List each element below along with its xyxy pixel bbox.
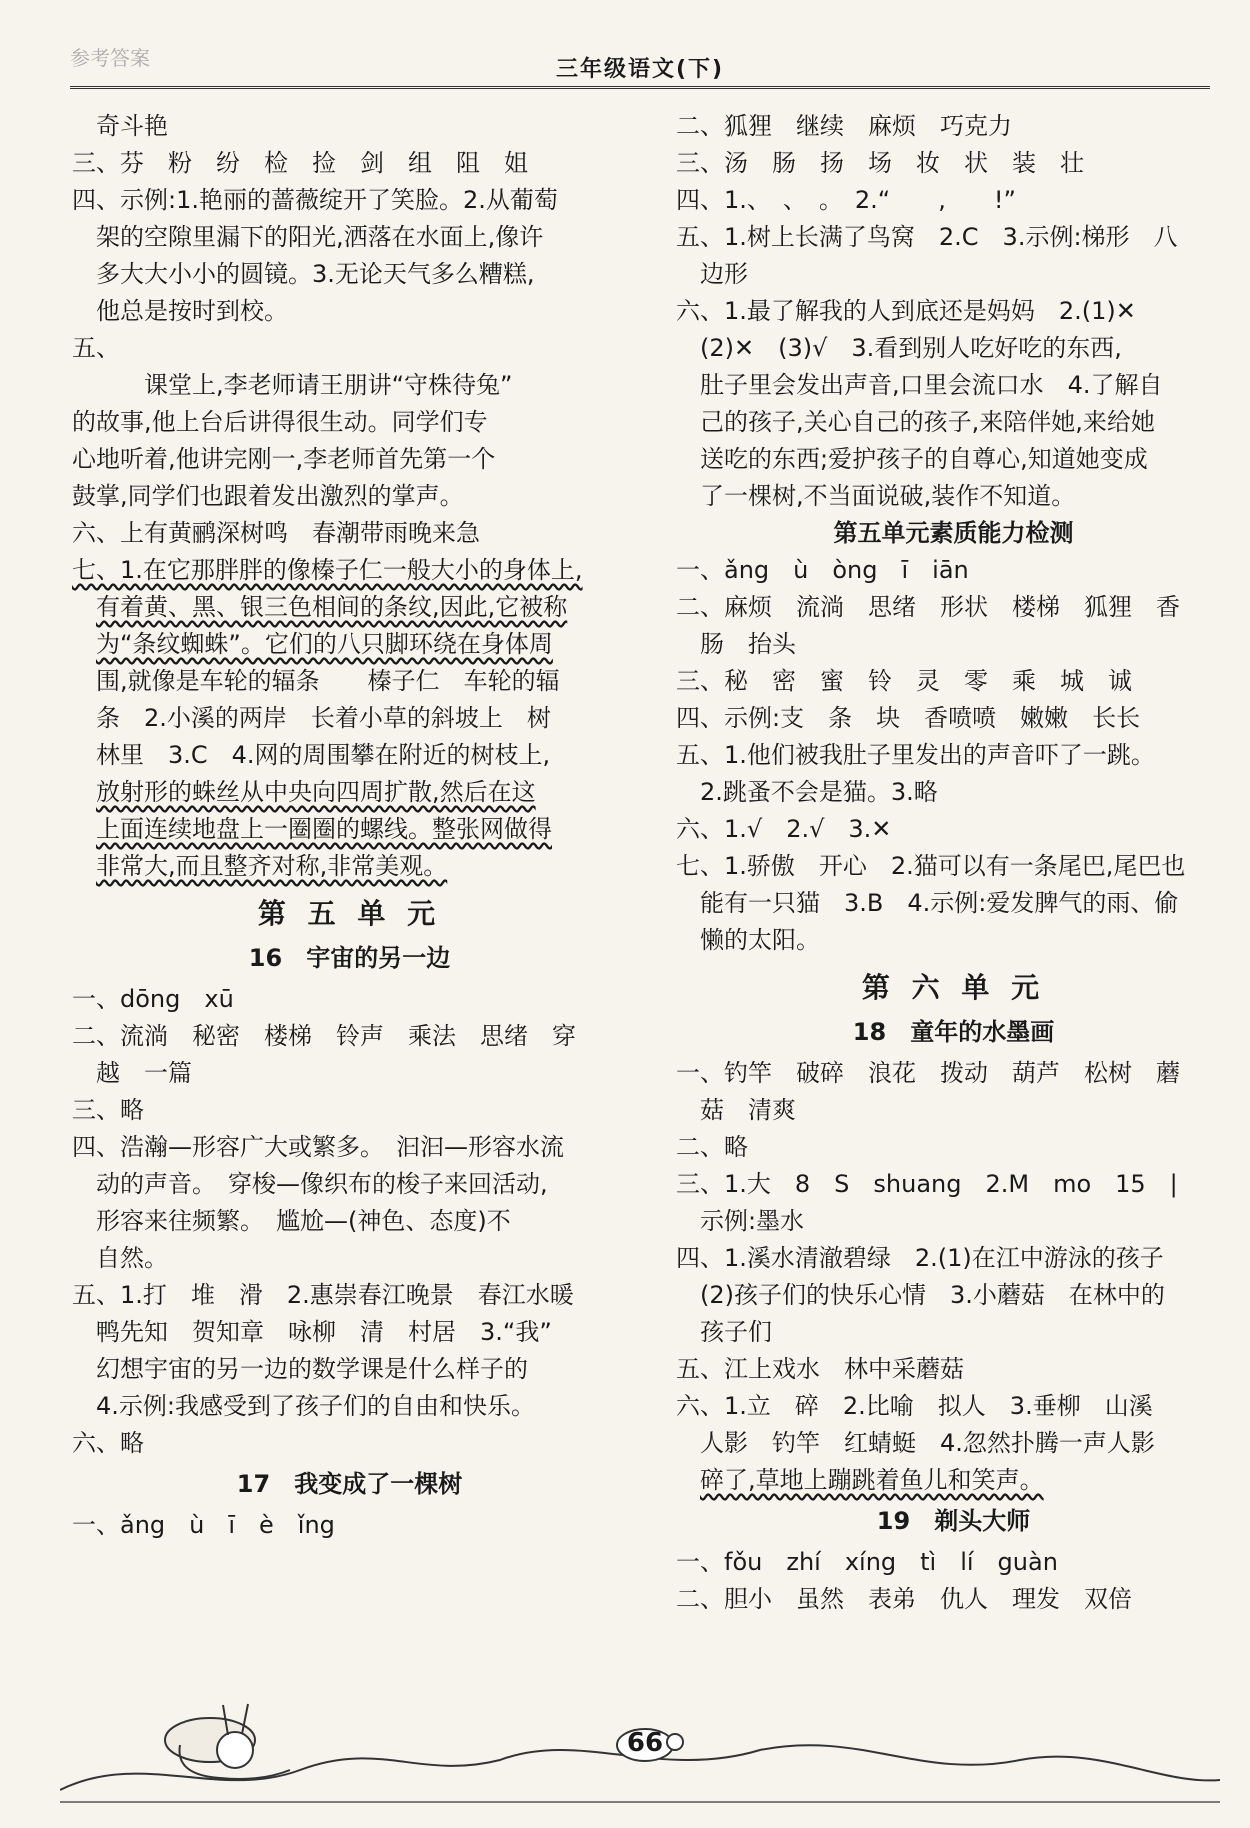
answer-line: 为“条纹蜘蛛”。它们的八只脚环绕在身体周 — [96, 630, 553, 658]
answer-line: 菇 清爽 — [700, 1096, 796, 1124]
answer-line: 碎了,草地上蹦跳着鱼儿和笑声。 — [700, 1466, 1044, 1494]
answer-line: 19 剃头大师 — [876, 1507, 1031, 1535]
answer-line: 上面连续地盘上一圈圈的螺线。整张网做得 — [96, 815, 552, 843]
answer-line: 懒的太阳。 — [700, 926, 820, 954]
answer-line: 二、麻烦 流淌 思绪 形状 楼梯 狐狸 香 — [676, 593, 1180, 621]
answer-line: 六、1.最了解我的人到底还是妈妈 2.(1)✕ — [676, 297, 1136, 325]
answer-line: 一、钓竿 破碎 浪花 拨动 葫芦 松树 蘑 — [676, 1059, 1180, 1087]
answer-line: (2)孩子们的快乐心情 3.小蘑菇 在林中的 — [700, 1281, 1165, 1309]
answer-line: 三、芬 粉 纷 检 捡 剑 组 阻 姐 — [72, 149, 528, 177]
right-column — [676, 108, 1231, 1618]
left-column — [72, 108, 627, 1544]
answer-line: 条 2.小溪的两岸 长着小草的斜坡上 树 — [96, 704, 551, 732]
answer-line: 动的声音。 穿梭—像织布的梭子来回活动, — [96, 1170, 548, 1198]
answer-line: 林里 3.C 4.网的周围攀在附近的树枝上, — [96, 741, 551, 769]
answer-line: 三、1.大 8 S shuang 2.M mo 15 | — [676, 1170, 1178, 1198]
answer-line: 16 宇宙的另一边 — [248, 944, 451, 972]
answer-line: 一、ǎng ù òng ī iān — [676, 556, 969, 584]
answer-line: 非常大,而且整齐对称,非常美观。 — [96, 852, 448, 880]
page-header — [70, 48, 1210, 89]
answer-line: 肚子里会发出声音,口里会流口水 4.了解自 — [700, 371, 1163, 399]
answer-line: 一、fǒu zhí xíng tì lí guàn — [676, 1548, 1058, 1576]
answer-line: 越 一篇 — [96, 1059, 192, 1087]
answer-line: 4.示例:我感受到了孩子们的自由和快乐。 — [96, 1392, 535, 1420]
answer-line: 课堂上,李老师请王朋讲“守株待兔” — [96, 371, 513, 399]
answer-line: 鸭先知 贺知章 咏柳 清 村居 3.“我” — [96, 1318, 552, 1346]
answer-line: 17 我变成了一棵树 — [236, 1470, 463, 1498]
answer-line: 送吃的东西;爱护孩子的自尊心,知道她变成 — [700, 445, 1148, 473]
answer-line: 六、略 — [72, 1429, 144, 1457]
answer-line: 第五单元素质能力检测 — [833, 519, 1074, 547]
answer-line: 他总是按时到校。 — [96, 297, 288, 325]
corner-label: 参考答案 — [70, 46, 150, 70]
answer-line: 18 童年的水墨画 — [852, 1018, 1055, 1046]
answer-line: 四、1.、 、 。 2.“ , !” — [676, 186, 1016, 214]
answer-line: 六、上有黄鹂深树鸣 春潮带雨晚来急 — [72, 519, 480, 547]
page-title: 三年级语文(下) — [555, 57, 725, 82]
answer-line: 六、1.立 碎 2.比喻 拟人 3.垂柳 山溪 — [676, 1392, 1153, 1420]
answer-line: 边形 — [700, 260, 748, 288]
answer-line: 围,就像是车轮的辐条 榛子仁 车轮的辐 — [96, 667, 560, 695]
answer-line: 二、略 — [676, 1133, 748, 1161]
answer-line: 架的空隙里漏下的阳光,洒落在水面上,像许 — [96, 223, 544, 251]
answer-line: 二、流淌 秘密 楼梯 铃声 乘法 思绪 穿 — [72, 1022, 576, 1050]
answer-line: 形容来往频繁。 尴尬—(神色、态度)不 — [96, 1207, 511, 1235]
answer-line: 了一棵树,不当面说破,装作不知道。 — [700, 482, 1076, 510]
answer-line: 鼓掌,同学们也跟着发出激烈的掌声。 — [72, 482, 464, 510]
answer-line: 孩子们 — [700, 1318, 772, 1346]
answer-line: 三、略 — [72, 1096, 144, 1124]
answer-line: 五、1.他们被我肚子里发出的声音吓了一跳。 — [676, 741, 1155, 769]
answer-line: 六、1.√ 2.√ 3.✕ — [676, 815, 892, 843]
answer-line: 第 五 单 元 — [257, 897, 442, 930]
answer-line: 三、汤 肠 扬 场 妆 状 装 壮 — [676, 149, 1084, 177]
answer-line: 一、dōng xū — [72, 985, 234, 1013]
answer-line: 四、示例:1.艳丽的蔷薇绽开了笑脸。2.从葡萄 — [72, 186, 558, 214]
answer-line: 自然。 — [96, 1244, 168, 1272]
answer-line: 七、1.骄傲 开心 2.猫可以有一条尾巴,尾巴也 — [676, 852, 1186, 880]
answer-line: 多大大小小的圆镜。3.无论天气多么糟糕, — [96, 260, 535, 288]
answer-line: 放射形的蛛丝从中央向四周扩散,然后在这 — [96, 778, 536, 806]
answer-line: (2)✕ (3)√ 3.看到别人吃好吃的东西, — [700, 334, 1122, 362]
answer-line: 的故事,他上台后讲得很生动。同学们专 — [72, 408, 488, 436]
answer-line: 五、1.打 堆 滑 2.惠崇春江晚景 春江水暖 — [72, 1281, 574, 1309]
answer-line: 一、ǎng ù ī è ǐng — [72, 1511, 335, 1539]
answer-line: 2.跳蚤不会是猫。3.略 — [700, 778, 938, 806]
page-number: 66 — [626, 1728, 664, 1758]
answer-line: 己的孩子,关心自己的孩子,来陪伴她,来给她 — [700, 408, 1155, 436]
answer-line: 心地听着,他讲完刚一,李老师首先第一个 — [72, 445, 496, 473]
answer-line: 四、1.溪水清澈碧绿 2.(1)在江中游泳的孩子 — [676, 1244, 1164, 1272]
answer-line: 有着黄、黑、银三色相间的条纹,因此,它被称 — [96, 593, 568, 621]
answer-line: 能有一只猫 3.B 4.示例:爱发脾气的雨、偷 — [700, 889, 1179, 917]
answer-line: 五、1.树上长满了鸟窝 2.C 3.示例:梯形 八 — [676, 223, 1178, 251]
answer-line: 五、江上戏水 林中采蘑菇 — [676, 1355, 964, 1383]
answer-line: 二、胆小 虽然 表弟 仇人 理发 双倍 — [676, 1585, 1132, 1613]
answer-line: 肠 抬头 — [700, 630, 796, 658]
answer-line: 五、 — [72, 334, 120, 362]
answer-line: 二、狐狸 继续 麻烦 巧克力 — [676, 112, 1012, 140]
answer-line: 七、1.在它那胖胖的像榛子仁一般大小的身体上, — [72, 556, 583, 584]
answer-line: 幻想宇宙的另一边的数学课是什么样子的 — [96, 1355, 528, 1383]
answer-line: 示例:墨水 — [700, 1207, 805, 1235]
answer-line: 奇斗艳 — [96, 112, 168, 140]
answer-line: 第 六 单 元 — [861, 971, 1046, 1004]
answer-line: 四、示例:支 条 块 香喷喷 嫩嫩 长长 — [676, 704, 1141, 732]
answer-line: 人影 钓竿 红蜻蜓 4.忽然扑腾一声人影 — [700, 1429, 1155, 1457]
answer-line: 三、秘 密 蜜 铃 灵 零 乘 城 诚 — [676, 667, 1132, 695]
answer-line: 四、浩瀚—形容广大或繁多。 汩汩—形容水流 — [72, 1133, 564, 1161]
